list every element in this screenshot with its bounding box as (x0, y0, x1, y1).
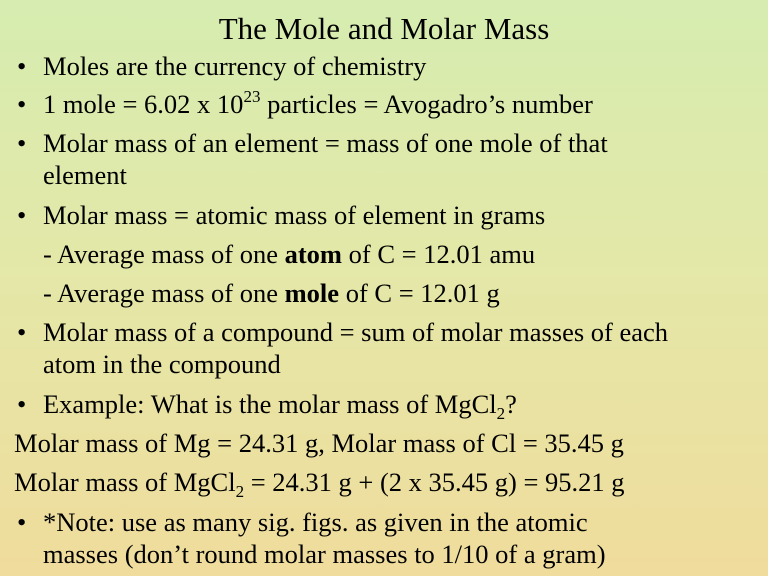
bullet-dot: • (17, 200, 27, 230)
sub-mole-mass (43, 277, 500, 309)
slide-title: The Mole and Molar Mass (218, 11, 550, 46)
calc-mgcl2-pre: Molar mass of MgCl (14, 467, 236, 497)
calc-mgcl2 (14, 466, 625, 501)
bullet-dot: • (17, 128, 27, 158)
example-subscript: 2 (496, 404, 506, 423)
bullet-dot: • (17, 389, 27, 419)
bullet-note-line1: *Note: use as many sig. figs. as given in the atomic (43, 507, 588, 537)
calc-mg-cl: Molar mass of Mg = 24.31 g, Molar mass of Cl = 35.45 g (14, 428, 624, 458)
avogadro-text-pre: 1 mole = 6.02 x 10 (43, 89, 244, 119)
calc-mgcl2-subscript: 2 (235, 482, 245, 501)
sub-mole-pre: - Average mass of one (43, 278, 285, 308)
sub-atom-bold: atom (284, 239, 343, 269)
example-post: ? (505, 389, 517, 419)
bullet-dot: • (17, 89, 27, 119)
sub-atom-post: of C = 12.01 amu (342, 239, 536, 269)
bullet-molar-mass-compound-line2: atom in the compound (43, 349, 281, 379)
avogadro-exponent: 23 (243, 87, 261, 106)
bullet-avogadro (43, 88, 593, 120)
bullet-note-line2: masses (don’t round molar masses to 1/10 of a gram) (43, 539, 606, 569)
bullet-molar-mass-compound-line1: Molar mass of a compound = sum of molar masses of each (43, 317, 669, 347)
bullet-dot: • (17, 507, 27, 537)
bullet-example (43, 388, 517, 423)
sub-mole-bold: mole (284, 278, 340, 308)
sub-atom-pre: - Average mass of one (43, 239, 285, 269)
bullet-dot: • (17, 51, 27, 81)
avogadro-text-post: particles = Avogadro’s number (260, 89, 593, 119)
example-pre: Example: What is the molar mass of MgCl (43, 389, 497, 419)
bullet-dot: • (17, 317, 27, 347)
bullet-molar-mass-atomic: Molar mass = atomic mass of element in grams (43, 200, 546, 230)
bullet-molar-mass-element-line2: element (43, 160, 127, 190)
calc-mgcl2-post: = 24.31 g + (2 x 35.45 g) = 95.21 g (244, 467, 625, 497)
bullet-moles-currency: Moles are the currency of chemistry (43, 51, 427, 81)
bullet-molar-mass-element-line1: Molar mass of an element = mass of one mole of that (43, 128, 608, 158)
sub-mole-post: of C = 12.01 g (339, 278, 500, 308)
sub-atom-mass (43, 238, 535, 270)
